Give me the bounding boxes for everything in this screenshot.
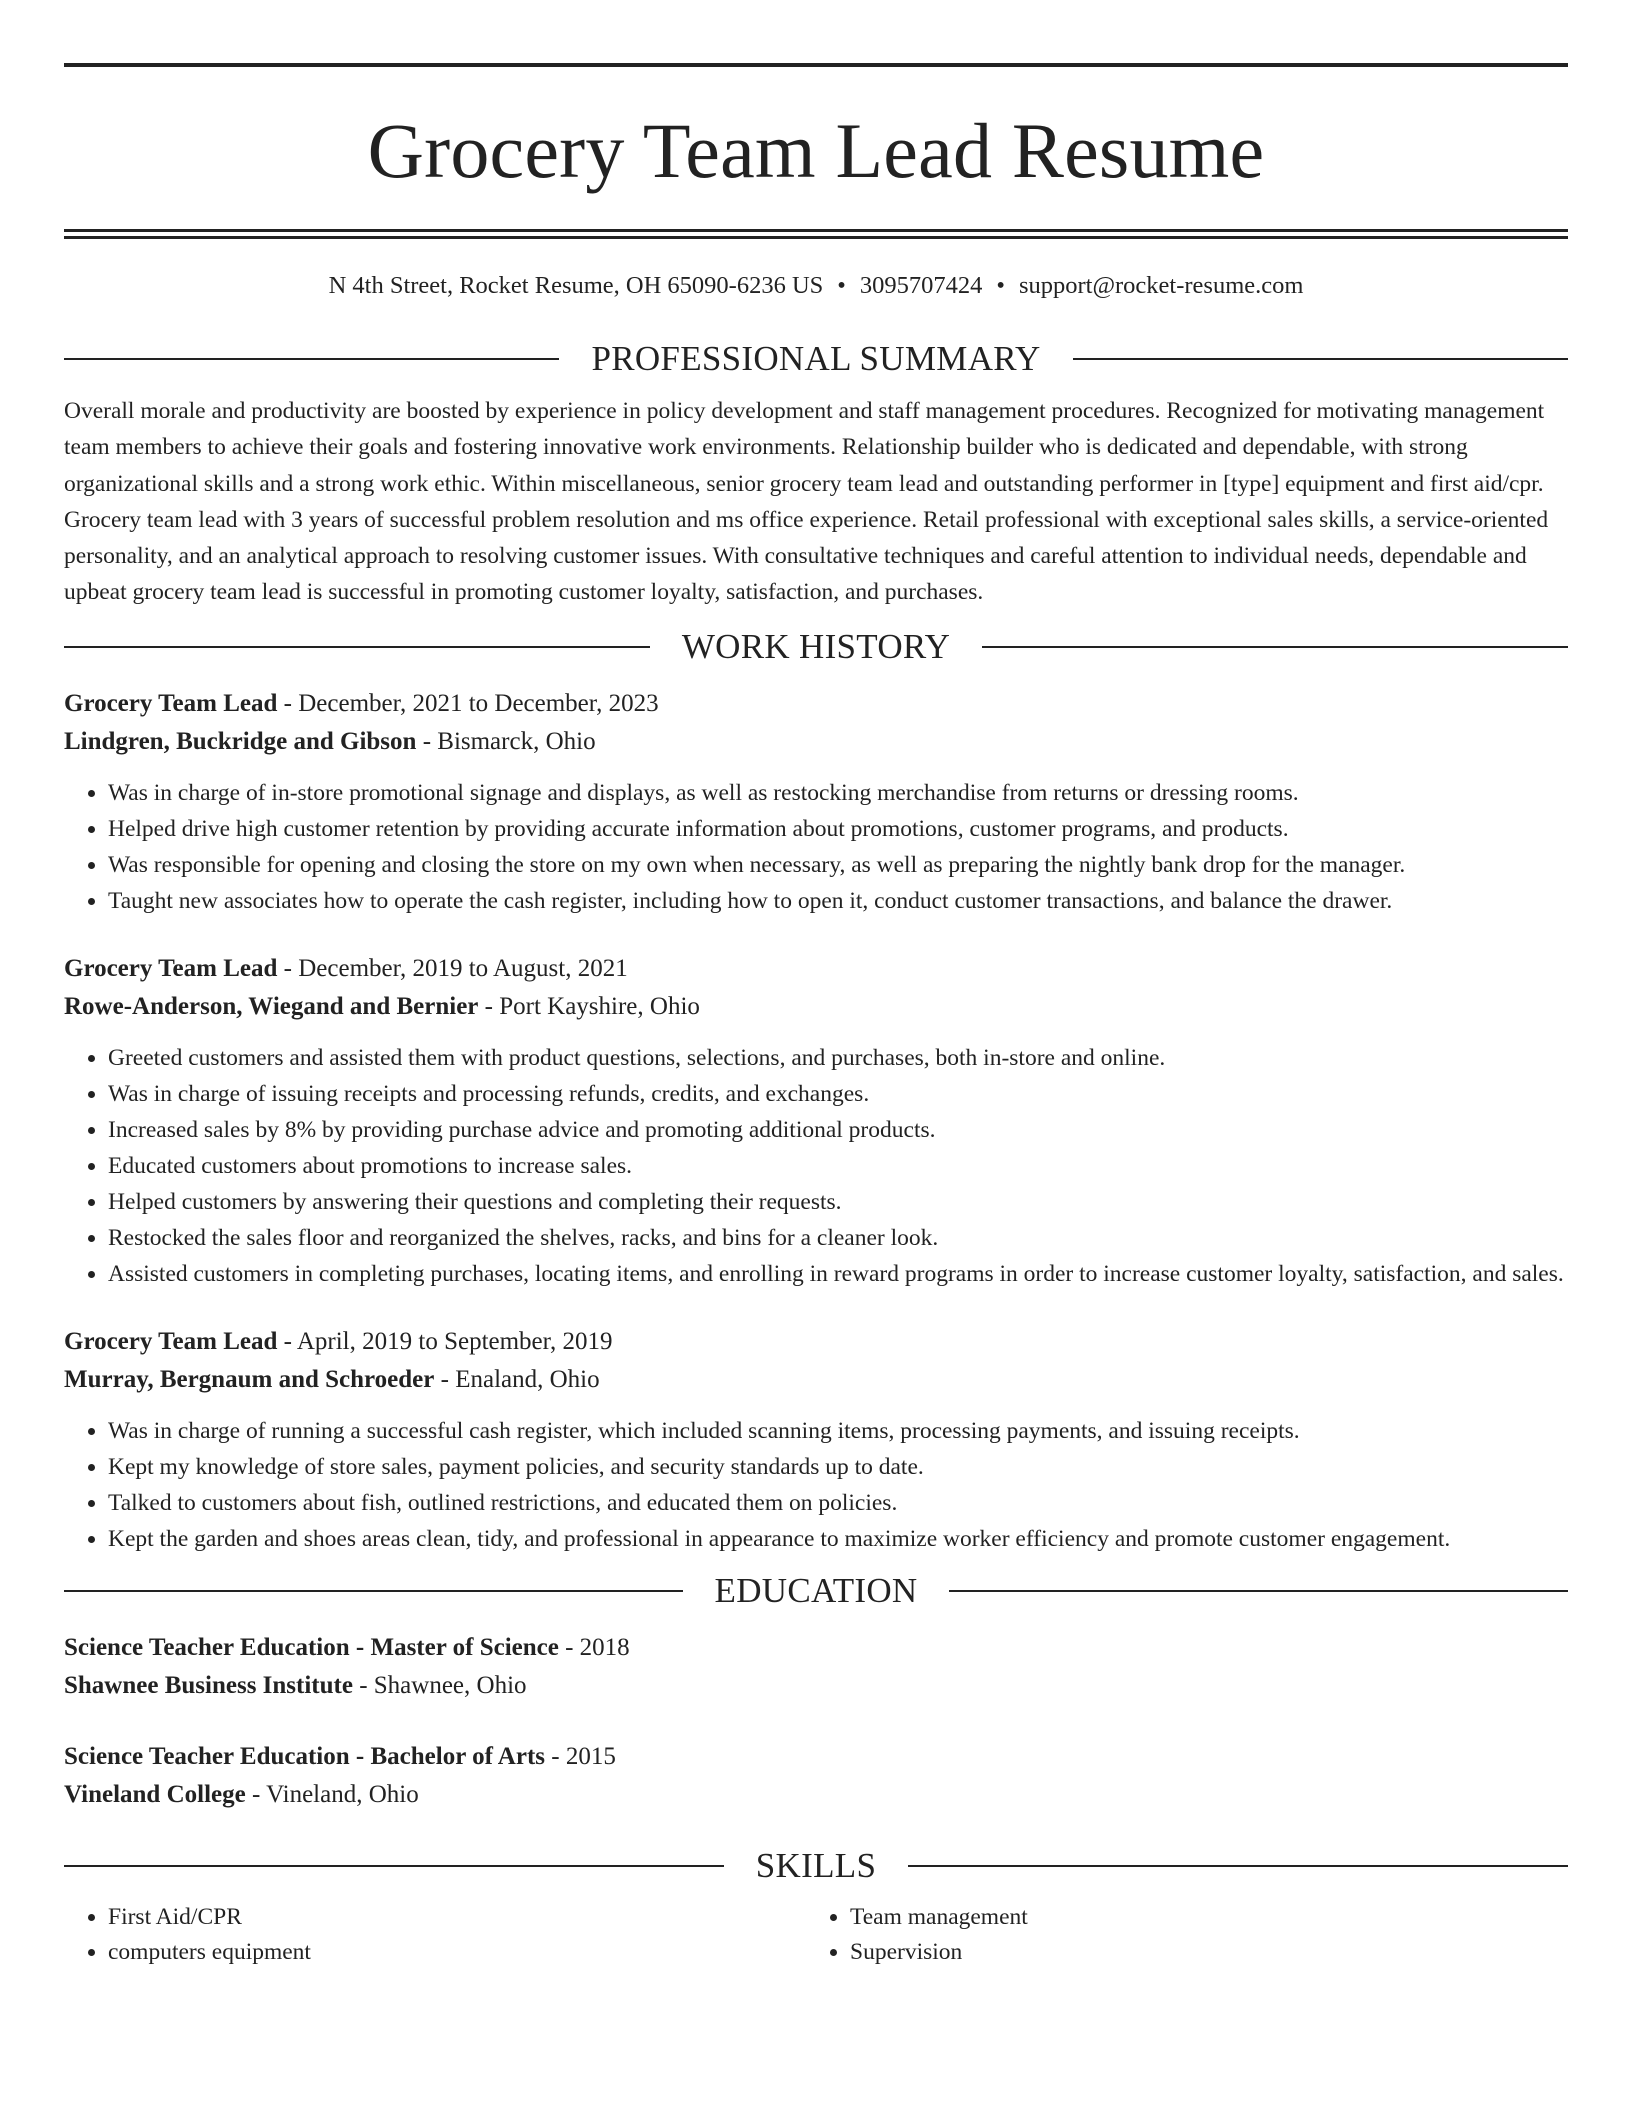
job-company-line	[64, 988, 1568, 1026]
job-bullet: • Assisted customers in completing purchases, locating items, and enrolling in reward programs in order to increase customer loyalty, satisfaction, and sales.	[108, 1256, 1568, 1292]
job-bullet: • Increased sales by 8% by providing purchase advice and promoting additional products.	[108, 1112, 1568, 1148]
job-location: - Bismarck, Ohio	[416, 727, 596, 755]
page-title: Grocery Team Lead Resume	[367, 107, 1265, 194]
job-dates: - April, 2019 to September, 2019	[277, 1327, 613, 1355]
contact-line	[64, 269, 1568, 303]
job-entry	[64, 685, 1568, 919]
job-bullet: • Kept my knowledge of store sales, payment policies, and security standards up to date.	[108, 1449, 1568, 1485]
section-title: SKILLS	[755, 1845, 877, 1885]
skill-item: • Team management	[850, 1900, 1548, 1935]
education-entry	[64, 1629, 1568, 1705]
education-school-line	[64, 1776, 1568, 1814]
job-company: Lindgren, Buckridge and Gibson	[64, 727, 417, 755]
education-school-line	[64, 1667, 1568, 1705]
job-title: Grocery Team Lead	[64, 1327, 278, 1355]
title-double-rule	[64, 229, 1568, 239]
skills-column-left	[64, 1900, 806, 1970]
skill-item: • computers equipment	[108, 1935, 806, 1970]
contact-phone: 3095707424	[859, 272, 983, 299]
job-dates: - December, 2021 to December, 2023	[277, 689, 659, 717]
job-dates: - December, 2019 to August, 2021	[277, 954, 628, 982]
skill-item: • Supervision	[850, 1935, 1548, 1970]
job-bullet: • Was in charge of running a successful cash register, which included scanning items, processing payments, and issuing receipts.	[108, 1413, 1568, 1449]
education-degree-line	[64, 1738, 1568, 1776]
education-location: - Vineland, Ohio	[245, 1780, 419, 1808]
job-bullets	[64, 775, 1568, 919]
education-degree: Science Teacher Education - Bachelor of Arts	[64, 1742, 545, 1770]
job-bullet: • Educated customers about promotions to increase sales.	[108, 1148, 1568, 1184]
job-title-line	[64, 950, 1568, 988]
skills-column-right	[806, 1900, 1548, 1970]
job-location: - Port Kayshire, Ohio	[478, 992, 700, 1020]
job-bullet: • Helped customers by answering their questions and completing their requests.	[108, 1184, 1568, 1220]
job-company: Murray, Bergnaum and Schroeder	[64, 1365, 435, 1393]
section-title: PROFESSIONAL SUMMARY	[591, 339, 1041, 378]
job-title: Grocery Team Lead	[64, 954, 278, 982]
job-company-line	[64, 1361, 1568, 1399]
contact-email: support@rocket-resume.com	[1018, 272, 1304, 299]
summary-text: Overall morale and productivity are boosted by experience in policy development and staff management procedures. Recognized for motivating management team members to achieve their goals and fostering innovative work environments. Relationship builder who is dedicated and dependable, with strong organizational skills and a strong work ethic. Within miscellaneous, senior grocery team lead and outstanding performer in [type] equipment and first aid/cpr. Grocery team lead with 3 years of successful problem resolution and ms office experience. Retail professional with exceptional sales skills, a service-oriented personality, and an analytical approach to resolving customer issues. With consultative techniques and careful attention to individual needs, dependable and upbeat grocery team lead is successful in promoting customer loyalty, satisfaction, and purchases.	[64, 398, 1549, 606]
section-header-education	[64, 1569, 1568, 1613]
job-bullet: • Helped drive high customer retention by providing accurate information about promotions, customer programs, and products.	[108, 811, 1568, 847]
top-rule	[64, 63, 1568, 67]
education-year: - 2015	[545, 1742, 616, 1770]
education-year: - 2018	[558, 1633, 630, 1661]
section-header-work	[64, 625, 1568, 669]
job-bullet: • Was in charge of in-store promotional signage and displays, as well as restocking merchandise from returns or dressing rooms.	[108, 775, 1568, 811]
job-title-line	[64, 1323, 1568, 1361]
section-rule	[64, 1590, 683, 1592]
section-rule	[1073, 358, 1568, 360]
contact-address: N 4th Street, Rocket Resume, OH 65090-6236 US	[328, 272, 824, 299]
job-bullets	[64, 1413, 1568, 1557]
job-bullet: • Restocked the sales floor and reorganized the shelves, racks, and bins for a cleaner look.	[108, 1220, 1568, 1256]
section-rule	[64, 1865, 724, 1867]
job-location: - Enaland, Ohio	[434, 1365, 600, 1393]
job-bullets	[64, 1040, 1568, 1292]
section-header-summary	[64, 337, 1568, 381]
job-company: Rowe-Anderson, Wiegand and Bernier	[64, 992, 479, 1020]
education-degree-line	[64, 1629, 1568, 1667]
skill-item: • First Aid/CPR	[108, 1900, 806, 1935]
job-bullet: • Greeted customers and assisted them with product questions, selections, and purchases, both in-store and online.	[108, 1040, 1568, 1076]
education-school: Vineland College	[64, 1780, 246, 1808]
job-bullet: • Taught new associates how to operate the cash register, including how to open it, conduct customer transactions, and balance the drawer.	[108, 883, 1568, 919]
education-entry	[64, 1738, 1568, 1814]
job-entry	[64, 1323, 1568, 1557]
job-bullet: • Kept the garden and shoes areas clean, tidy, and professional in appearance to maximize worker efficiency and promote customer engagement.	[108, 1521, 1568, 1557]
education-location: - Shawnee, Ohio	[352, 1671, 527, 1699]
section-rule	[908, 1865, 1568, 1867]
section-title: EDUCATION	[714, 1570, 918, 1610]
contact-separator: •	[837, 272, 846, 299]
section-title: WORK HISTORY	[681, 626, 951, 666]
skills-list	[64, 1900, 1568, 1970]
education-degree: Science Teacher Education - Master of Science	[64, 1633, 559, 1661]
section-rule	[982, 646, 1568, 648]
job-title-line	[64, 685, 1568, 723]
job-bullet: • Was responsible for opening and closing the store on my own when necessary, as well as preparing the nightly bank drop for the manager.	[108, 847, 1568, 883]
section-rule	[64, 358, 559, 360]
job-entry	[64, 950, 1568, 1292]
section-rule	[64, 646, 650, 648]
job-company-line	[64, 723, 1568, 761]
job-bullet: • Talked to customers about fish, outlined restrictions, and educated them on policies.	[108, 1485, 1568, 1521]
education-school: Shawnee Business Institute	[64, 1671, 353, 1699]
job-bullet: • Was in charge of issuing receipts and processing refunds, credits, and exchanges.	[108, 1076, 1568, 1112]
section-rule	[949, 1590, 1568, 1592]
contact-separator: •	[996, 272, 1005, 299]
job-title: Grocery Team Lead	[64, 689, 278, 717]
resume-page	[64, 0, 1568, 1970]
section-header-skills	[64, 1844, 1568, 1888]
